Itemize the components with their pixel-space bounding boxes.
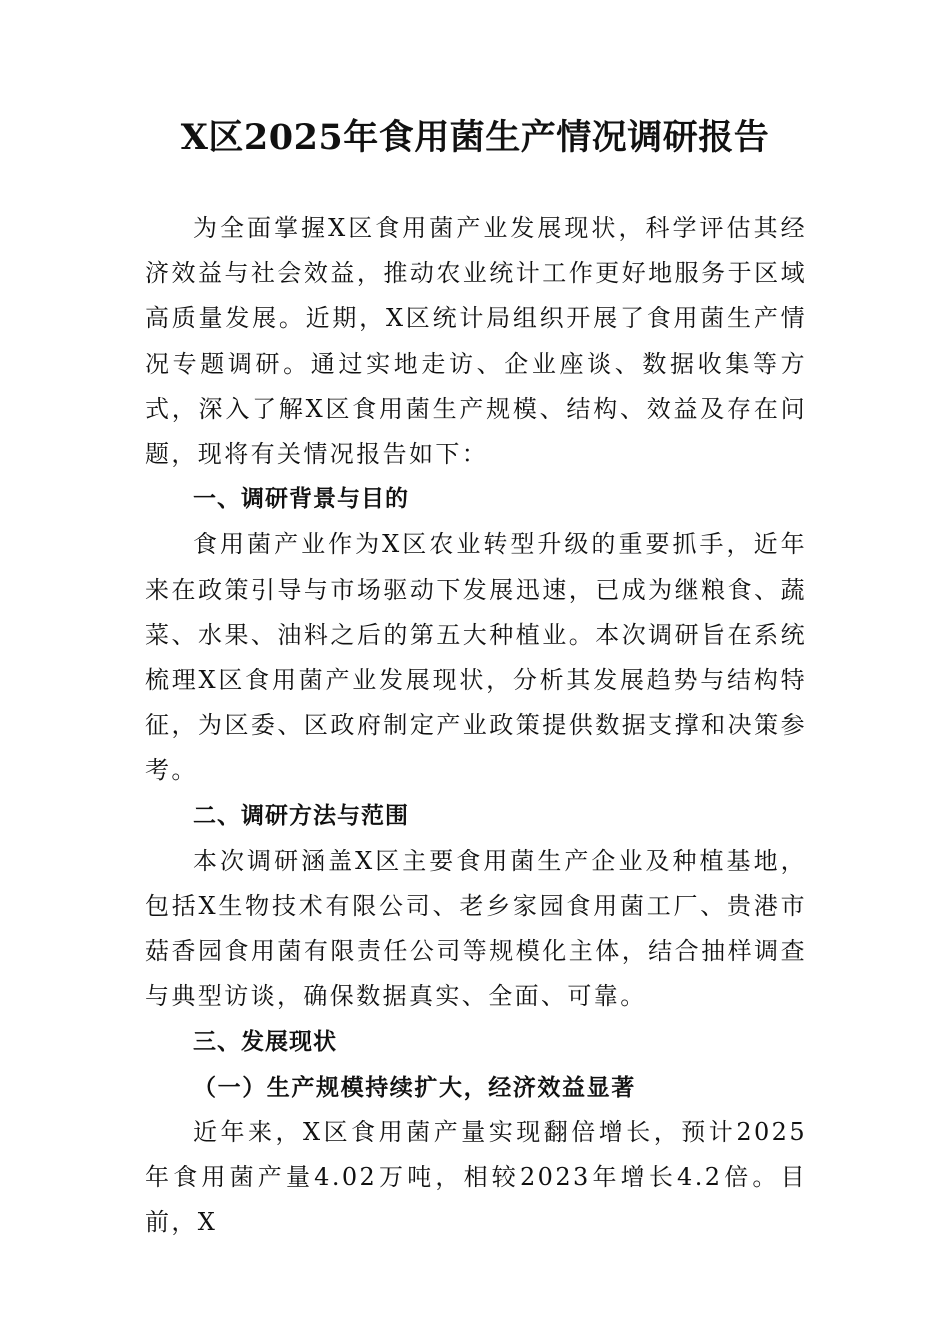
section-paragraph-status: 近年来，X区食用菌产量实现翻倍增长，预计2025年食用菌产量4.02万吨，相较2023年增长4.2倍。目前，X bbox=[145, 1118, 807, 1237]
document-title: X区2025年食用菌生产情况调研报告 bbox=[180, 117, 770, 158]
section-paragraph-background: 食用菌产业作为X区农业转型升级的重要抓手，近年来在政策引导与市场驱动下发展迅速，已成为继粮食、蔬菜、水果、油料之后的第五大种植业。本次调研旨在系统梳理X区食用菌产业发展现状，分析其发展趋势与结构特征，为区委、区政府制定产业政策提供数据支撑和决策参考。 bbox=[145, 530, 807, 785]
intro-paragraph: 为全面掌握X区食用菌产业发展现状，科学评估其经济效益与社会效益，推动农业统计工作更好地服务于区域高质量发展。近期，X区统计局组织开展了食用菌生产情况专题调研。通过实地走访、企业座谈、数据收集等方式，深入了解X区食用菌生产规模、结构、效益及存在问题，现将有关情况报告如下： bbox=[145, 214, 807, 469]
section-paragraph-method: 本次调研涵盖X区主要食用菌生产企业及种植基地，包括X生物技术有限公司、老乡家园食用菌工厂、贵港市菇香园食用菌有限责任公司等规模化主体，结合抽样调查与典型访谈，确保数据真实、全面、可靠。 bbox=[145, 846, 807, 1011]
document-body bbox=[145, 206, 807, 1246]
subsection-heading-scale: （一）生产规模持续扩大，经济效益显著 bbox=[193, 1073, 636, 1101]
section-heading-method: 二、调研方法与范围 bbox=[193, 802, 409, 829]
section-heading-status: 三、发展现状 bbox=[193, 1028, 337, 1055]
section-heading-background: 一、调研背景与目的 bbox=[193, 486, 409, 513]
